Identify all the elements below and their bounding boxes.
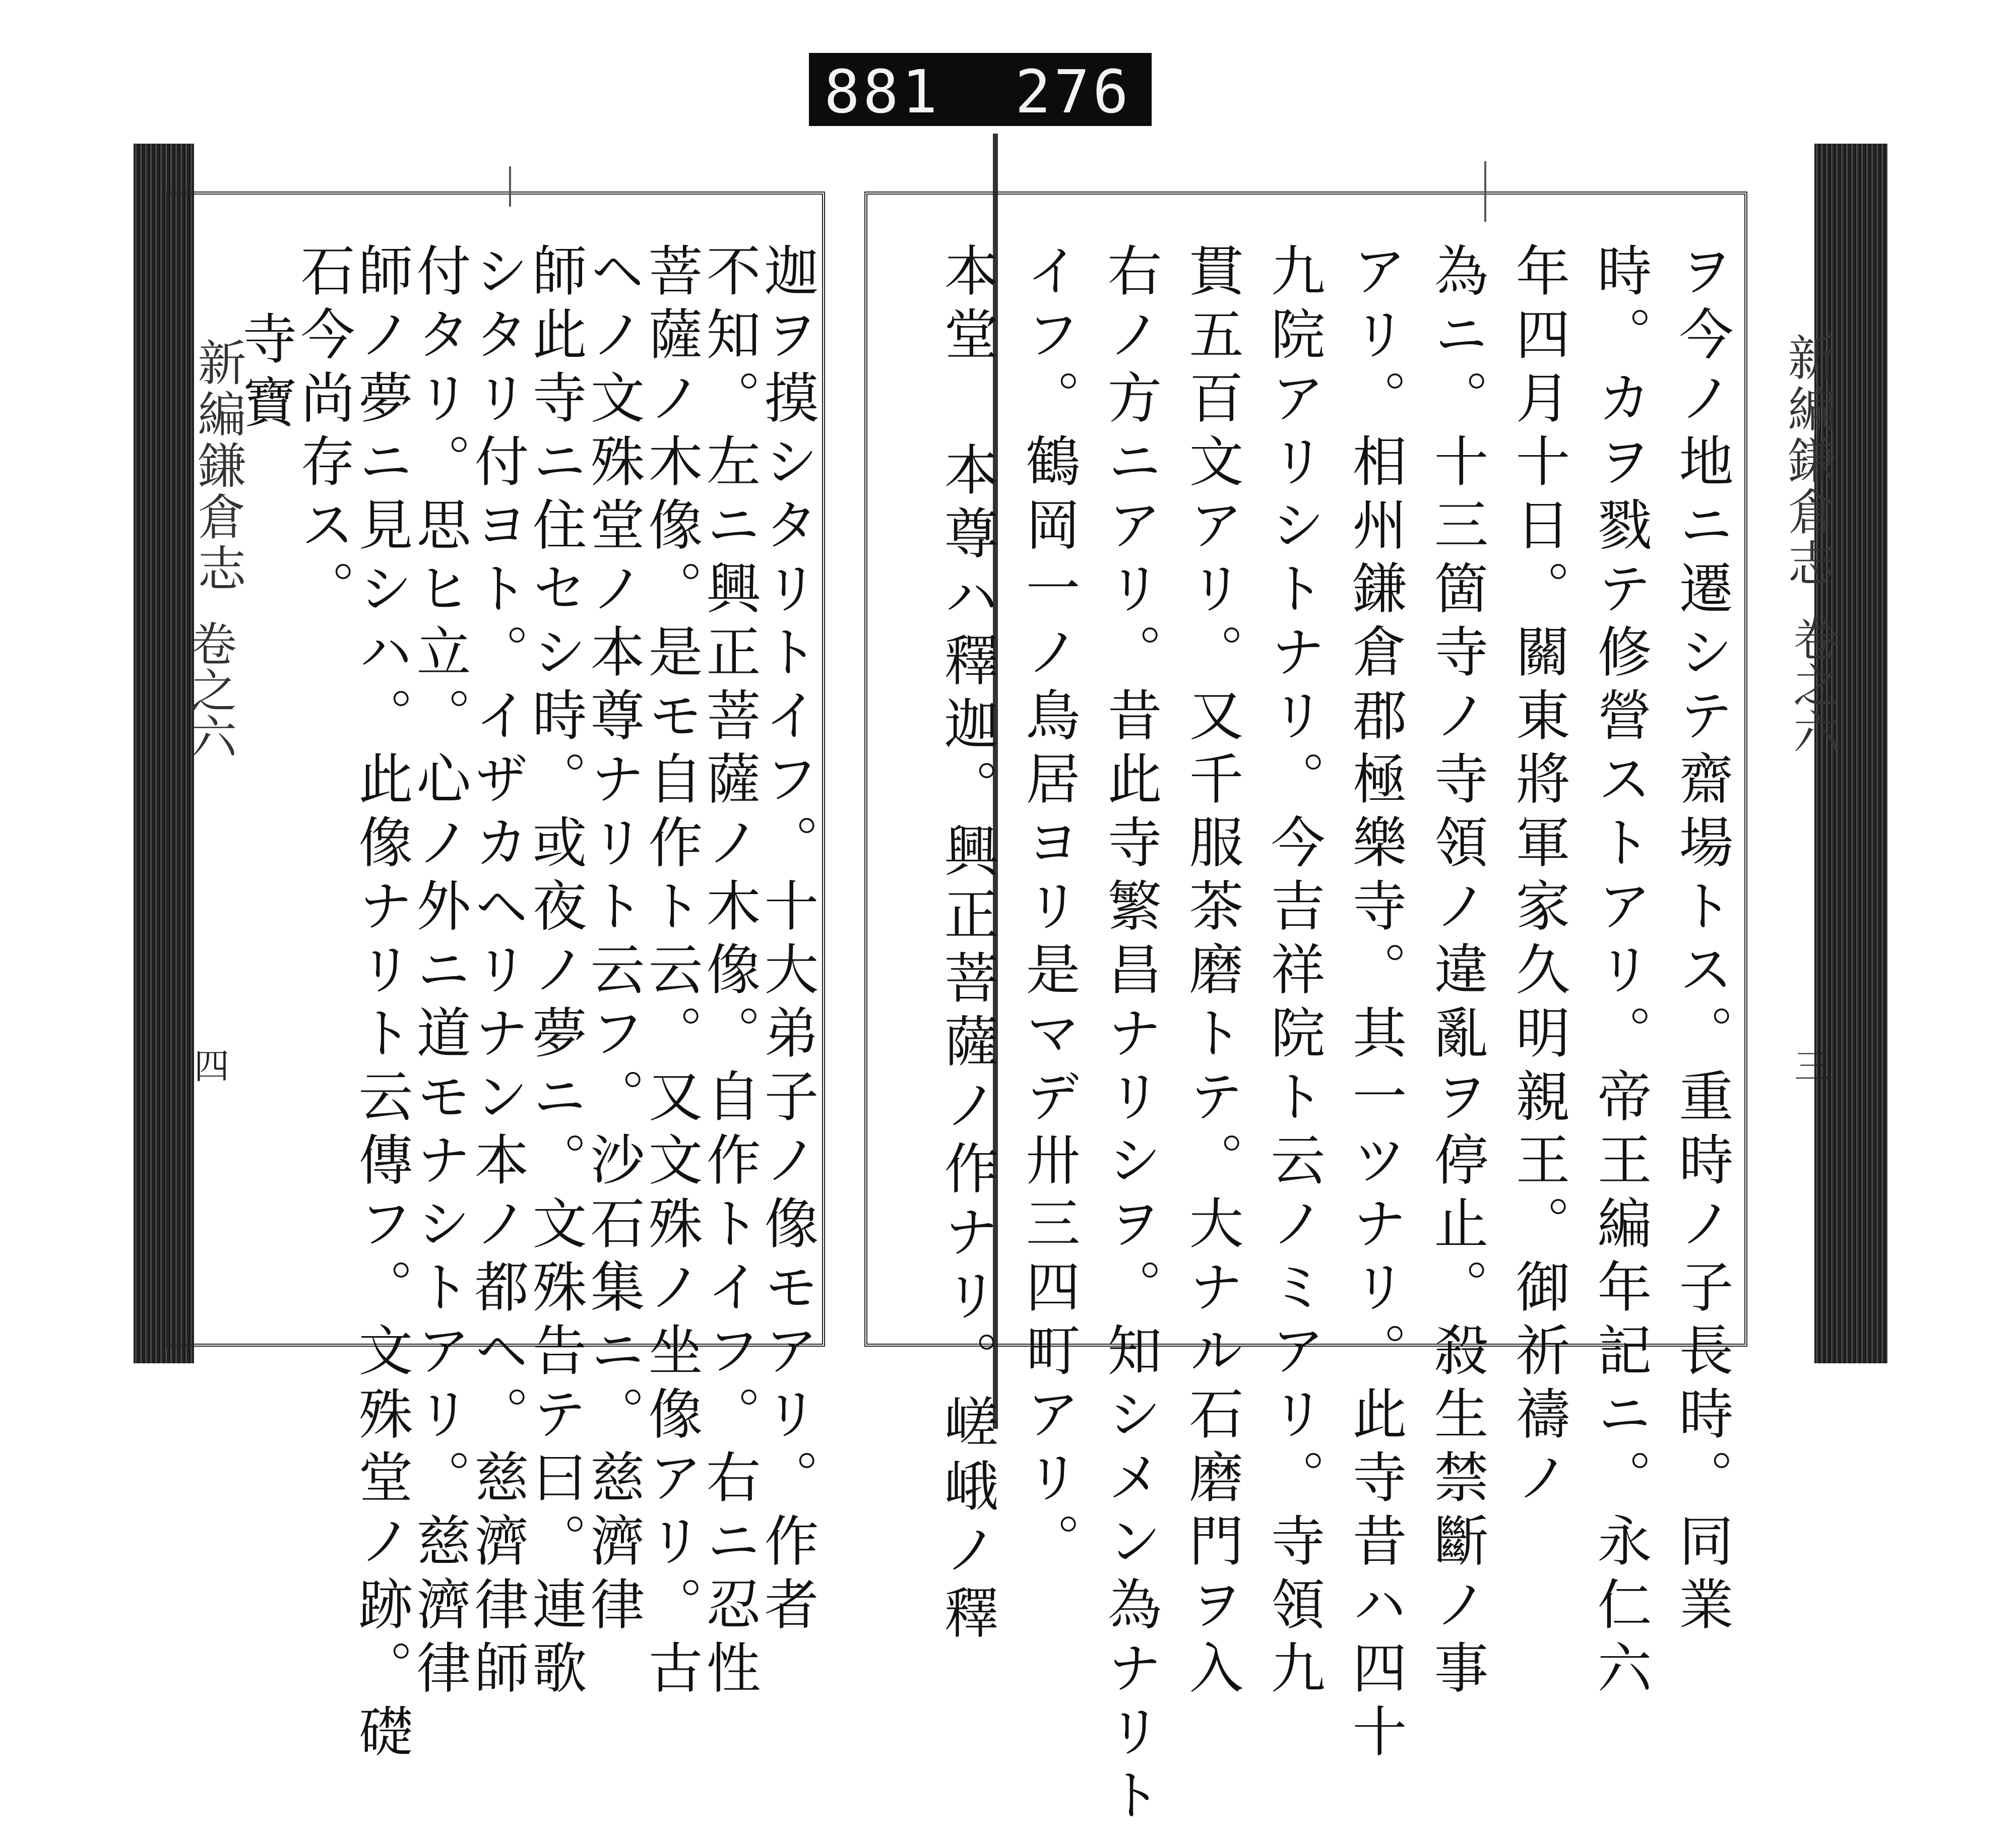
left-margin-title: 新編鎌倉志 xyxy=(190,338,246,595)
left-col-9: 石今尚存ス。 xyxy=(291,242,354,623)
right-col-1: ヲ今ノ地ニ遷シテ齋場トス。重時ノ子長時。同業 xyxy=(1670,242,1733,1639)
scan-mark xyxy=(1484,161,1486,222)
left-col-5: 師此寺ニ住セシ時。或夜ノ夢ニ。文殊告テ曰。連歌 xyxy=(523,242,586,1703)
archive-tag-right: 276 xyxy=(1015,57,1131,127)
right-col-3: 年四月十日。關東將軍家久明親王。御祈禱ノ xyxy=(1506,242,1569,1512)
right-col-8: 右ノ方ニアリ。昔此寺繁昌ナリシヲ。知シメン為ナリト xyxy=(1098,242,1161,1830)
right-col-4: 為ニ。十三箇寺ノ寺領ノ違亂ヲ停止。殺生禁斷ノ事 xyxy=(1425,242,1488,1703)
left-col-4: ヘノ文殊堂ノ本尊ナリト云フ。沙石集ニ。慈濟律 xyxy=(581,242,644,1639)
archive-tag xyxy=(809,53,1152,126)
left-col-1: 迦ヲ摸シタリトイフ。十大弟子ノ像モアリ。作者 xyxy=(755,242,818,1639)
left-col-6: シタリ付ヨト。イザカヘリナン本ノ都ヘ。慈濟律師 xyxy=(465,242,528,1703)
right-col-5: アリ。相州鎌倉郡極樂寺。其一ツナリ。此寺昔ハ四十 xyxy=(1343,242,1406,1766)
right-col-10: 本堂 本尊ハ釋迦。興正菩薩ノ作ナリ。嵯峨ノ釋 xyxy=(935,242,998,1648)
right-text-frame xyxy=(864,192,1747,1830)
left-col-8: 師ノ夢ニ見シハ。此像ナリト云傳フ。文殊堂ノ跡。礎 xyxy=(349,242,412,1766)
right-col-6: 九院アリシトナリ。今吉祥院ト云ノミアリ。寺領九 xyxy=(1262,242,1325,1703)
left-col-7: 付タリ。思ヒ立。心ノ外ニ道モナシトアリ。慈濟律 xyxy=(407,242,470,1703)
right-col-9: イフ。鶴岡一ノ鳥居ヨリ是マデ卅三四町アリ。 xyxy=(1017,242,1080,1576)
left-text-frame xyxy=(166,192,825,1766)
right-col-7: 貫五百文アリ。又千服茶磨トテ。大ナル石磨門ヲ入 xyxy=(1180,242,1243,1703)
right-folio: 三 xyxy=(1794,1046,1830,1087)
scan-mark xyxy=(509,166,511,207)
right-volume-tab: 卷之六 xyxy=(1786,615,1840,754)
left-col-10: 寺寶 xyxy=(233,310,296,437)
left-col-3: 菩薩ノ木像。是モ自作ト云。又文殊ノ坐像アリ。古 xyxy=(639,242,702,1703)
right-margin-title: 新編鎌倉志 xyxy=(1780,333,1837,590)
left-volume-tab: 卷之六 xyxy=(183,620,237,759)
left-col-2: 不知。左ニ興正菩薩ノ木像。自作トイフ。右ニ忍性 xyxy=(697,242,760,1703)
archive-tag-left: 881 xyxy=(824,57,941,127)
left-folio: 四 xyxy=(194,1046,229,1087)
right-col-2: 時。カヲ戮テ修營ストアリ。帝王編年記ニ。永仁六 xyxy=(1588,242,1651,1703)
